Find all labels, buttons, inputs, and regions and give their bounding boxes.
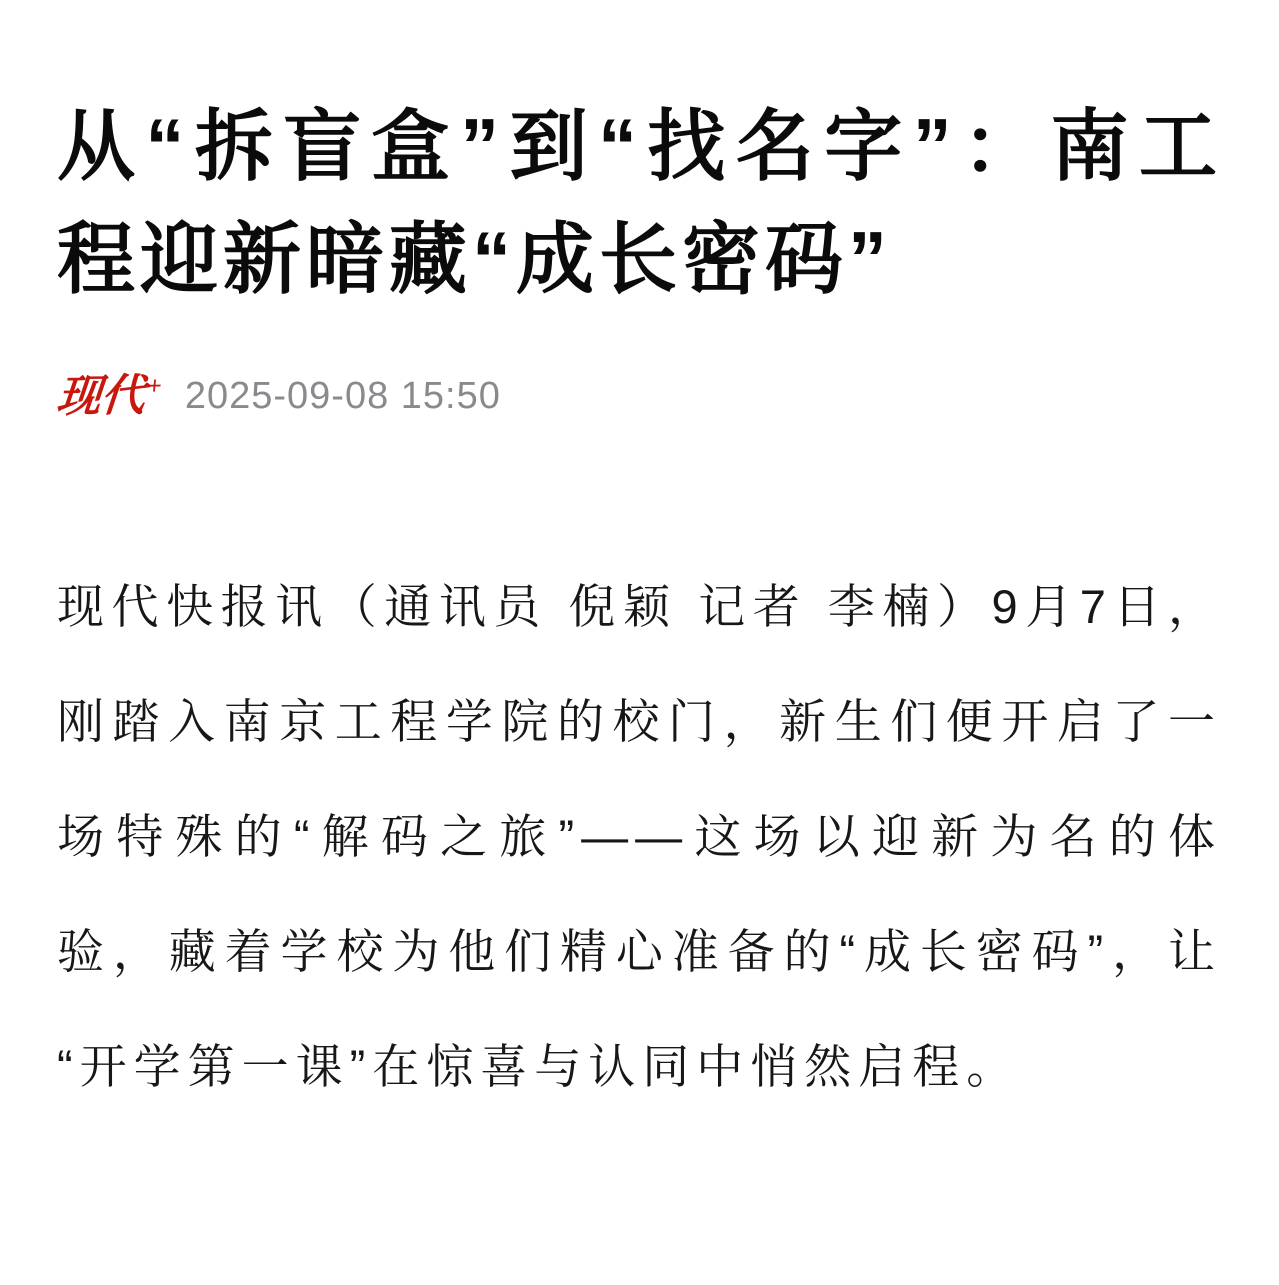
article-body [57, 549, 1222, 1124]
article-title: 从“拆盲盒”到“找名字”：南工程迎新暗藏“成长密码” [57, 102, 1222, 303]
xiandai-plus-logo-text: 现代 [54, 370, 148, 422]
xiandai-plus-logo-plus: + [145, 370, 164, 401]
article-byline [54, 368, 1222, 424]
xiandai-plus-logo[interactable] [54, 370, 164, 422]
article-paragraph: 现代快报讯（通讯员 倪颖 记者 李楠）9月7日，刚踏入南京工程学院的校门，新生们便开启了一场特殊的“解码之旅”——这场以迎新为名的体验，藏着学校为他们精心准备的“成长密码”，让“开学第一课”在惊喜与认同中悄然启程。 [57, 580, 1222, 1093]
publish-timestamp: 2025-09-08 15:50 [184, 375, 501, 417]
